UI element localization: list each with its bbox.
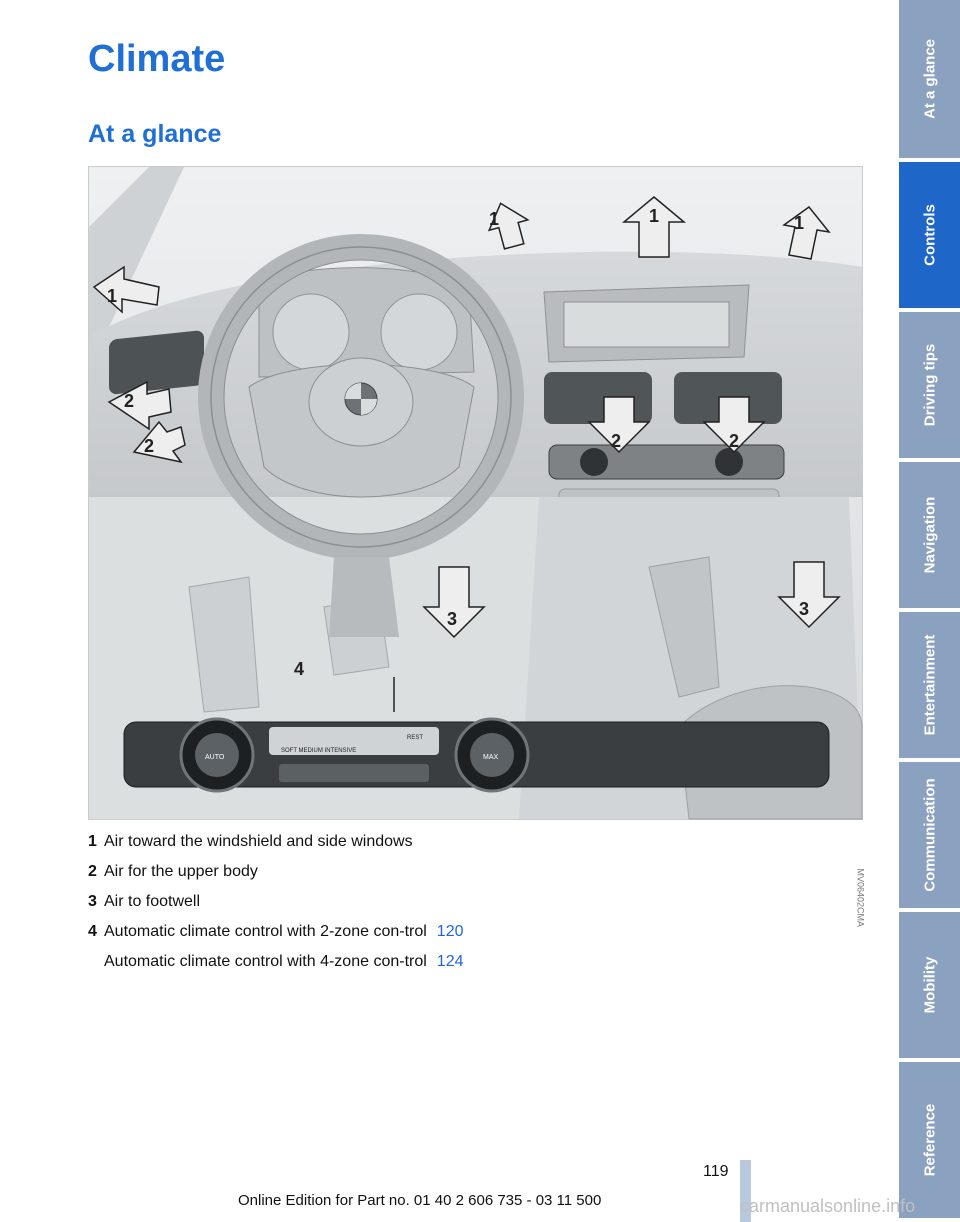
- panel-display-label: SOFT MEDIUM INTENSIVE: [281, 748, 357, 754]
- tab-driving-tips[interactable]: Driving tips: [899, 312, 960, 462]
- legend-number: 1: [88, 833, 97, 850]
- tab-controls[interactable]: Controls: [899, 162, 960, 312]
- page-number: 119: [703, 1163, 729, 1180]
- legend-item: [88, 860, 468, 884]
- legend-item: [88, 920, 468, 944]
- page-title: Climate: [88, 38, 226, 80]
- legend-text: Air to footwell: [104, 893, 201, 910]
- callout-1b: 1: [649, 206, 660, 226]
- callout-4: 4: [294, 659, 305, 679]
- legend-subitem: [104, 950, 468, 974]
- legend-item: [88, 890, 468, 914]
- callout-2d: 2: [729, 431, 740, 451]
- figure-code: MV06402CMA: [856, 868, 866, 927]
- tab-mobility[interactable]: Mobility: [899, 912, 960, 1062]
- legend-text: Automatic climate control with 4-zone con-trol: [104, 953, 427, 970]
- panel-rest-label: REST: [407, 735, 424, 741]
- footer-edition: Online Edition for Part no. 01 40 2 606 735 - 03 11 500: [238, 1192, 602, 1209]
- callout-3b: 3: [799, 599, 810, 619]
- tab-communication[interactable]: Communication: [899, 762, 960, 912]
- tab-reference[interactable]: Reference: [899, 1062, 960, 1222]
- section-title: At a glance: [88, 120, 222, 148]
- panel-max-label: MAX: [483, 754, 499, 761]
- legend-number: 2: [88, 863, 97, 880]
- callout-2b: 2: [144, 436, 155, 456]
- callout-1c: 1: [794, 213, 805, 233]
- legend-number: 4: [88, 923, 97, 940]
- legend-item: [88, 830, 468, 854]
- tab-entertainment[interactable]: Entertainment: [899, 612, 960, 762]
- callout-1d: 1: [107, 286, 118, 306]
- legend-text: Air for the upper body: [104, 863, 258, 880]
- page-reference-link[interactable]: 120: [436, 923, 464, 940]
- legend-text: Air toward the windshield and side windows: [104, 833, 413, 850]
- callout-2a: 2: [124, 391, 135, 411]
- callout-1a: 1: [489, 209, 500, 229]
- chapter-tabs: [899, 0, 960, 1222]
- tab-at-a-glance[interactable]: At a glance: [899, 0, 960, 162]
- callout-3a: 3: [447, 609, 458, 629]
- panel-auto-label: AUTO: [205, 754, 225, 761]
- legend-text: Automatic climate control with 2-zone con-trol: [104, 923, 427, 940]
- legend-number: 3: [88, 893, 97, 910]
- tab-navigation[interactable]: Navigation: [899, 462, 960, 612]
- watermark: carmanualsonline.info: [740, 1196, 916, 1216]
- callout-2c: 2: [611, 431, 622, 451]
- figure-legend: [88, 830, 468, 980]
- page-reference-link[interactable]: 124: [436, 953, 464, 970]
